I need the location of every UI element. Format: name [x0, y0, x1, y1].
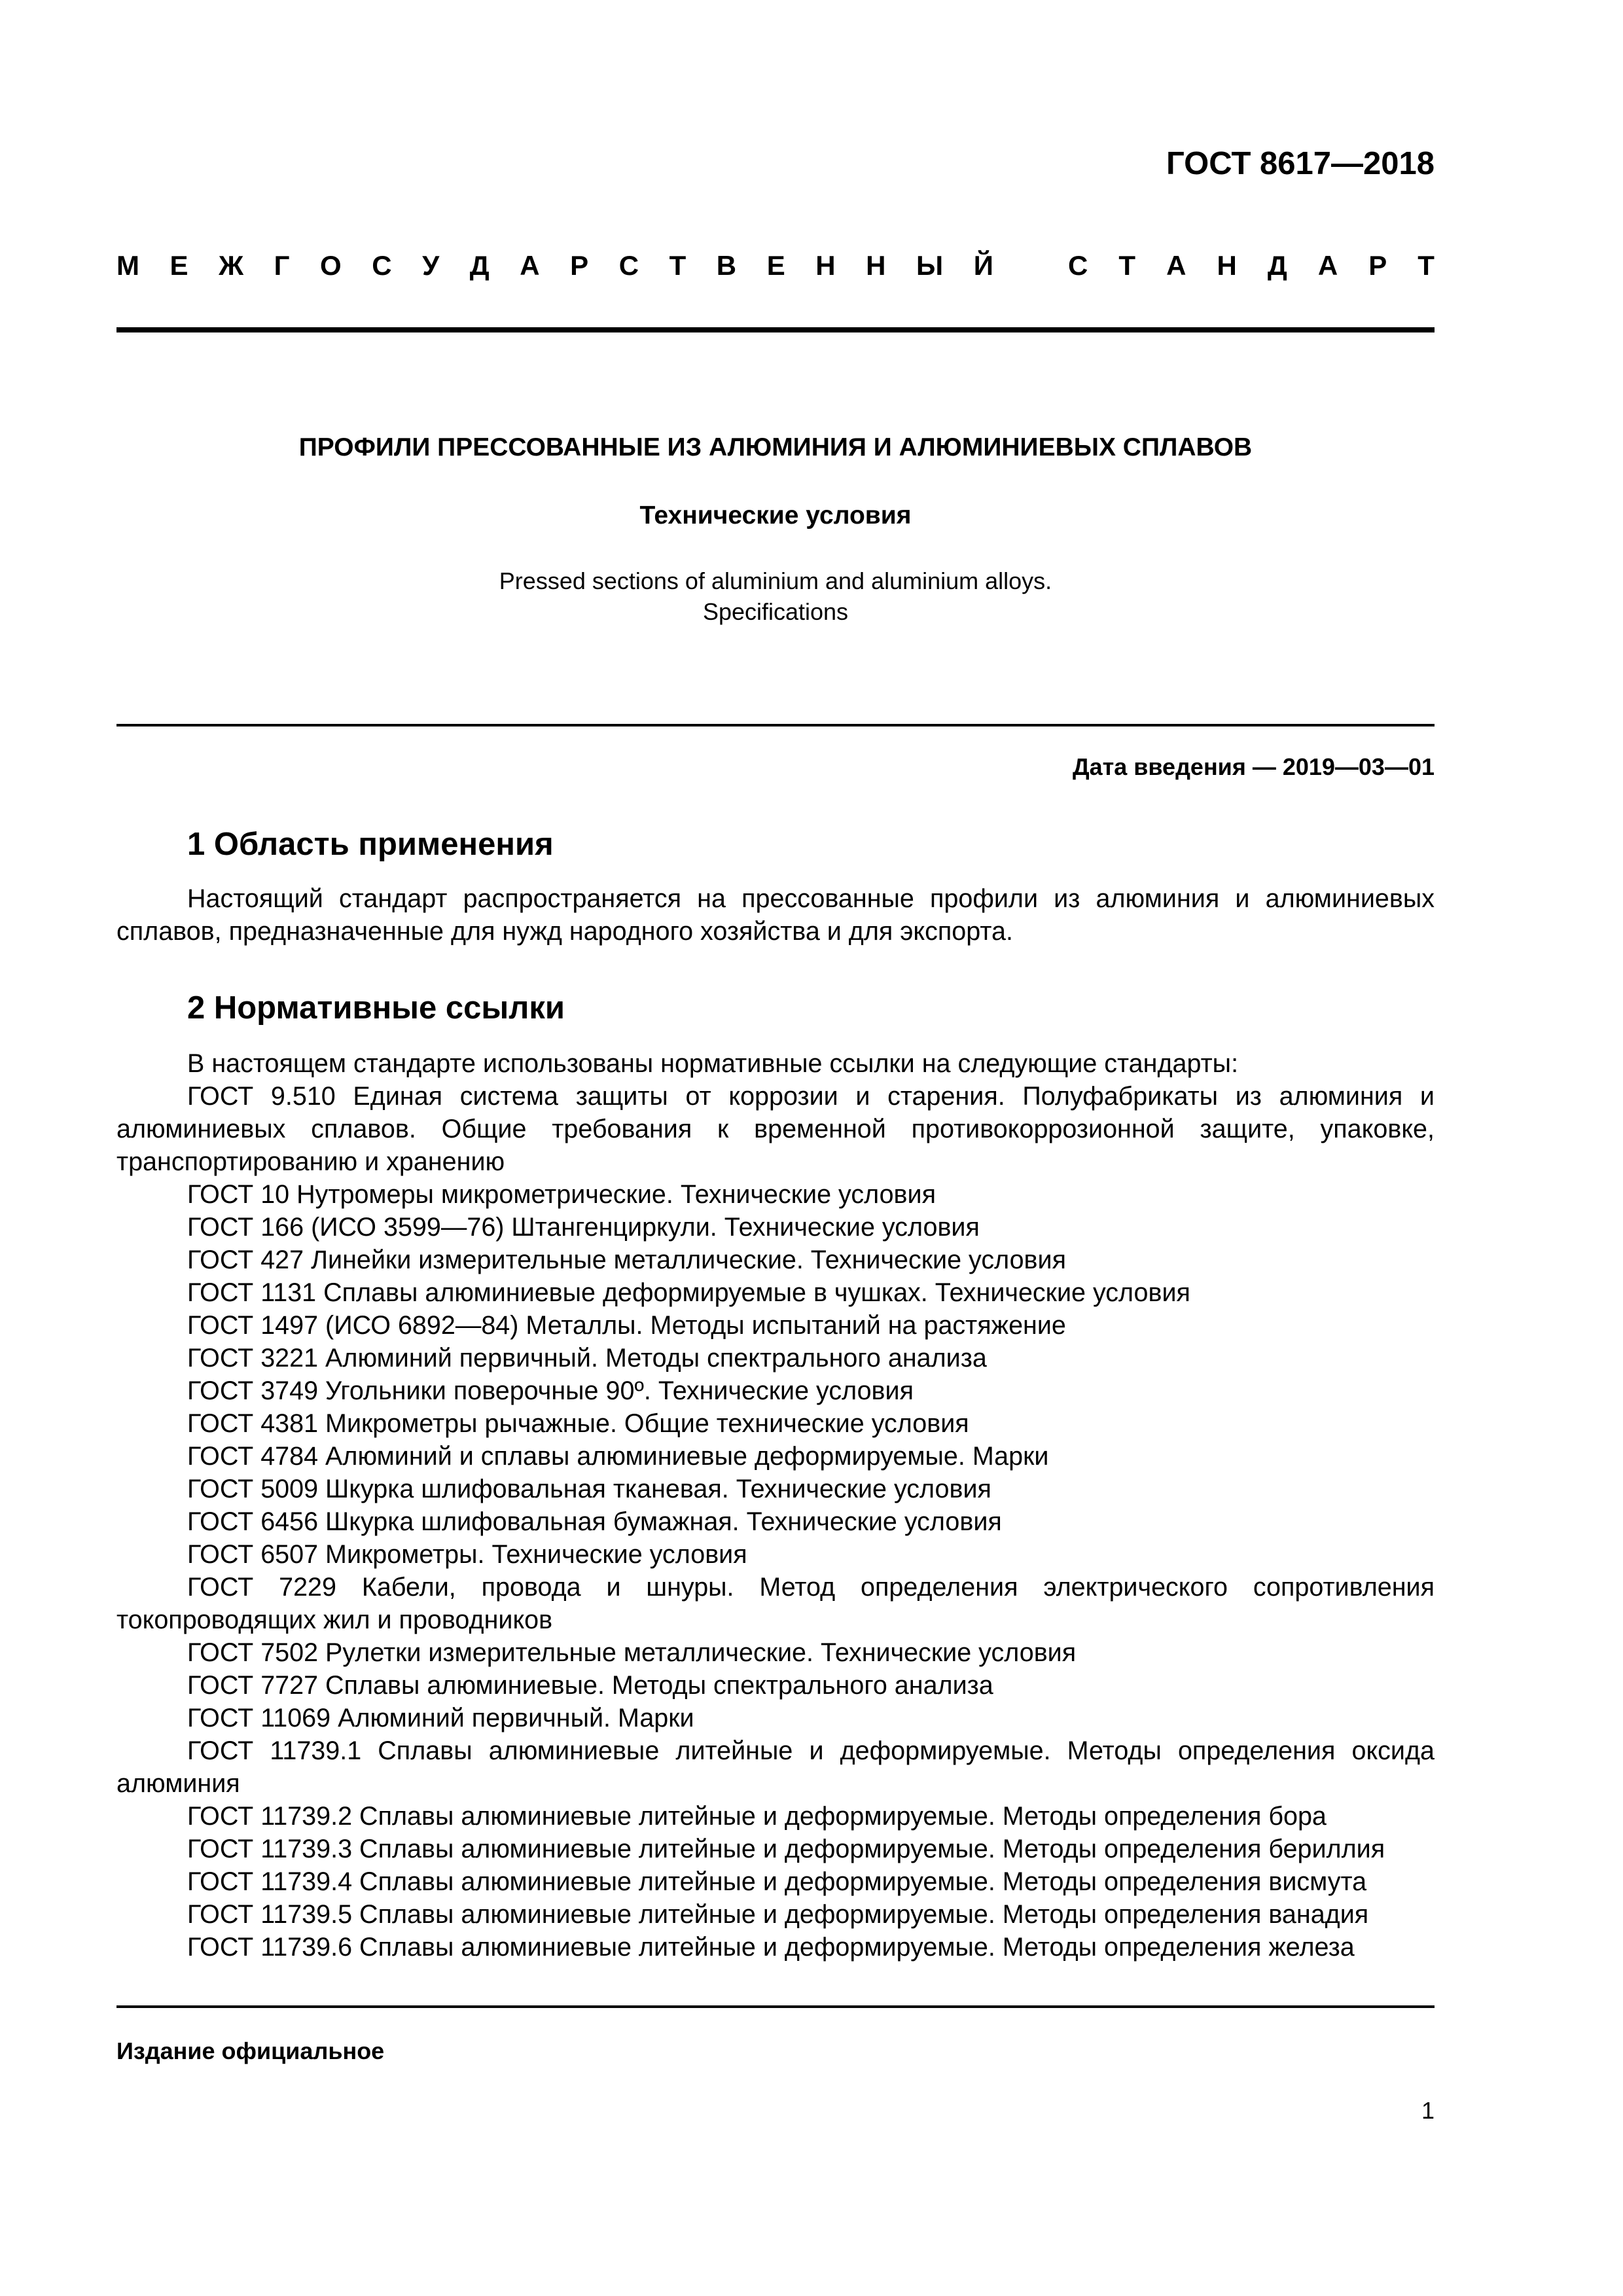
title-rule [116, 724, 1435, 726]
standard-type-letter: Т [1118, 250, 1136, 281]
reference-item: ГОСТ 11069 Алюминий первичный. Марки [187, 1704, 694, 1732]
standard-type-letter: О [319, 250, 342, 281]
standard-type-letter: Ы [916, 250, 944, 281]
document-number: ГОСТ 8617—2018 [1166, 146, 1435, 181]
standard-type-letter: А [1166, 250, 1186, 281]
standard-type-letter: Д [469, 250, 490, 281]
standard-type-letter: Н [815, 250, 836, 281]
standard-type-letter: Н [1217, 250, 1237, 281]
reference-item: ГОСТ 3749 Угольники поверочные 90º. Технические условия [187, 1376, 914, 1405]
standard-type-letter: Т [1418, 250, 1435, 281]
official-edition-note: Издание официальное [116, 2037, 385, 2064]
standard-type-letter: С [618, 250, 639, 281]
section-heading-normative-references: 2 Нормативные ссылки [187, 990, 565, 1026]
standard-type-letter: Е [169, 250, 188, 281]
standard-type-letter: С [1068, 250, 1088, 281]
standard-type-letter: А [1317, 250, 1338, 281]
document-subtitle: Технические условия [639, 501, 912, 529]
reference-item: ГОСТ 166 (ИСО 3599—76) Штангенциркули. Технические условия [187, 1213, 980, 1242]
reference-item: ГОСТ 1131 Сплавы алюминиевые деформируемые в чушках. Технические условия [187, 1278, 1190, 1307]
document-title: ПРОФИЛИ ПРЕССОВАННЫЕ ИЗ АЛЮМИНИЯ И АЛЮМИНИЕВЫХ СПЛАВОВ [298, 433, 1253, 461]
reference-item: ГОСТ 4381 Микрометры рычажные. Общие технические условия [187, 1409, 969, 1438]
reference-item: ГОСТ 1497 (ИСО 6892—84) Металлы. Методы испытаний на растяжение [187, 1311, 1066, 1340]
reference-item: ГОСТ 11739.4 Сплавы алюминиевые литейные и деформируемые. Методы определения висмута [187, 1867, 1367, 1896]
standard-type-letter: А [520, 250, 540, 281]
paragraph: В настоящем стандарте использованы нормативные ссылки на следующие стандарты: [187, 1049, 1239, 1078]
document-title-english [116, 565, 1435, 627]
reference-item: ГОСТ 11739.2 Сплавы алюминиевые литейные и деформируемые. Методы определения бора [187, 1802, 1327, 1831]
reference-item: ГОСТ 11739.1 Сплавы алюминиевые литейные и деформируемые. Методы определения оксида алюминия [116, 1736, 1435, 1798]
reference-item: ГОСТ 7502 Рулетки измерительные металлические. Технические условия [187, 1638, 1077, 1667]
reference-item: ГОСТ 11739.3 Сплавы алюминиевые литейные и деформируемые. Методы определения бериллия [187, 1835, 1385, 1863]
footer-rule [116, 2005, 1435, 2008]
reference-item: ГОСТ 3221 Алюминий первичный. Методы спектрального анализа [187, 1344, 987, 1372]
reference-item: ГОСТ 10 Нутромеры микрометрические. Технические условия [187, 1180, 936, 1209]
standard-type-letter: Р [1368, 250, 1387, 281]
section-body-scope [116, 882, 1435, 948]
reference-item: ГОСТ 9.510 Единая система защиты от коррозии и старения. Полуфабрикаты из алюминия и алюминиевых сплавов. Общие требования к временной противокоррозионной защите, упаковке, транспортированию и хранению [116, 1082, 1435, 1176]
reference-item: ГОСТ 427 Линейки измерительные металлические. Технические условия [187, 1246, 1066, 1274]
section-heading-scope: 1 Область применения [187, 827, 554, 862]
reference-item: ГОСТ 6456 Шкурка шлифовальная бумажная. Технические условия [187, 1507, 1002, 1536]
standard-type-letter: Д [1267, 250, 1287, 281]
standard-type-letter: Ж [219, 250, 244, 281]
standard-type-letter: С [372, 250, 392, 281]
standard-type-letter: Й [973, 250, 993, 281]
standard-type-letter: Г [274, 250, 290, 281]
english-title-line: Specifications [702, 598, 849, 625]
standard-type-word-interstate [116, 250, 993, 281]
standard-type-letter: У [422, 250, 440, 281]
reference-item: ГОСТ 7727 Сплавы алюминиевые. Методы спектрального анализа [187, 1671, 993, 1700]
paragraph: Настоящий стандарт распространяется на прессованные профили из алюминия и алюминиевых сплавов, предназначенные для нужд народного хозяйства и для экспорта. [116, 884, 1435, 946]
english-title-line: Pressed sections of aluminium and aluminium alloys. [499, 567, 1052, 594]
standard-type-heading [116, 250, 1435, 281]
standard-type-letter: Е [766, 250, 785, 281]
standard-type-letter: Т [669, 250, 687, 281]
standard-type-letter: Р [570, 250, 589, 281]
standard-type-word-standard [1068, 250, 1435, 281]
reference-item: ГОСТ 5009 Шкурка шлифовальная тканевая. Технические условия [187, 1475, 991, 1503]
introduction-date: Дата введения — 2019—03—01 [1072, 753, 1435, 780]
header-rule [116, 327, 1435, 332]
reference-item: ГОСТ 11739.6 Сплавы алюминиевые литейные и деформируемые. Методы определения железа [187, 1933, 1355, 1962]
section-body-normative-references [116, 1047, 1435, 1964]
reference-item: ГОСТ 11739.5 Сплавы алюминиевые литейные и деформируемые. Методы определения ванадия [187, 1900, 1369, 1929]
reference-item: ГОСТ 6507 Микрометры. Технические условия [187, 1540, 747, 1569]
reference-item: ГОСТ 7229 Кабели, провода и шнуры. Метод определения электрического сопротивления токопроводящих жил и проводников [116, 1573, 1435, 1634]
page-number: 1 [1421, 2097, 1435, 2124]
standard-type-letter: В [716, 250, 737, 281]
standard-type-letter: Н [866, 250, 886, 281]
reference-item: ГОСТ 4784 Алюминий и сплавы алюминиевые деформируемые. Марки [187, 1442, 1049, 1471]
standard-type-letter: М [116, 250, 139, 281]
